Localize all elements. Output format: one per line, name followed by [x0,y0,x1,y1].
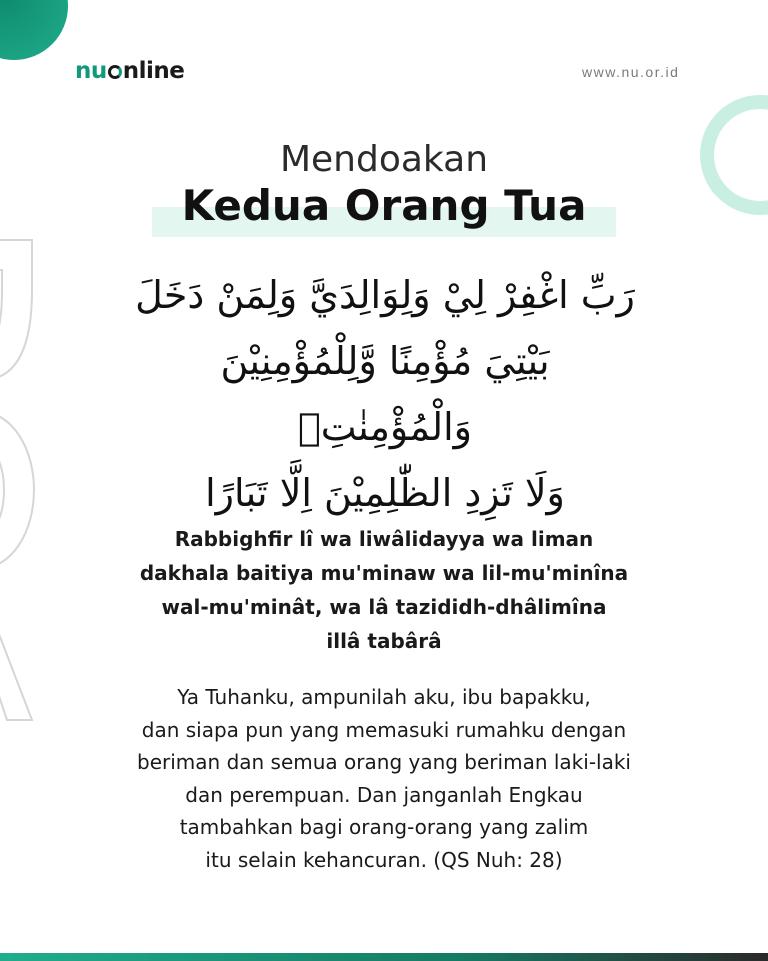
transliteration-line: Rabbighfir lî wa liwâlidayya wa liman [174,527,594,551]
translation-line: beriman dan semua orang yang beriman laki-laki [137,750,631,774]
transliteration [100,522,668,658]
logo-ring-icon [108,65,122,79]
logo-prefix: nu [75,58,107,84]
nu-online-logo[interactable] [75,58,184,84]
page-subtitle: Mendoakan [279,139,489,180]
translation-line: dan perempuan. Dan janganlah Engkau [185,782,583,807]
translation-line: dan siapa pun yang memasuki rumahku dengan [141,717,627,742]
bottom-accent-bar [0,953,768,961]
translation-line: tambahkan bagi orang-orang yang zalim [179,815,589,839]
title-block [152,181,616,237]
page-title: Kedua Orang Tua [181,181,587,230]
arabic-prayer [130,262,640,526]
transliteration-line: wal-mu'minât, wa lâ tazididh-dhâlimîna [161,595,607,619]
translation-line: itu selain kehancuran. (QS Nuh: 28) [205,847,563,872]
website-url[interactable]: www.nu.or.id [582,64,680,80]
arabic-line: وَلَا تَزِدِ الظّٰلِمِيْنَ اِلَّا تَبَارًا [205,471,565,515]
translation [90,681,678,876]
transliteration-line: illâ tabârâ [326,629,442,653]
watermark-doa [0,230,42,730]
translation-line: Ya Tuhanku, ampunilah aku, ibu bapakku, [177,685,591,709]
arabic-line: بَيْتِيَ مُؤْمِنًا وَّلِلْمُؤْمِنِيْنَ وَالْمُؤْمِنٰتِۗ [220,339,550,449]
corner-decoration [0,0,68,60]
logo-suffix: nline [122,58,185,84]
arabic-line: رَبِّ اغْفِرْ لِيْ وَلِوَالِدَيَّ وَلِمَنْ دَخَلَ [135,273,635,317]
transliteration-line: dakhala baitiya mu'minaw wa lil-mu'minîna [139,561,629,585]
